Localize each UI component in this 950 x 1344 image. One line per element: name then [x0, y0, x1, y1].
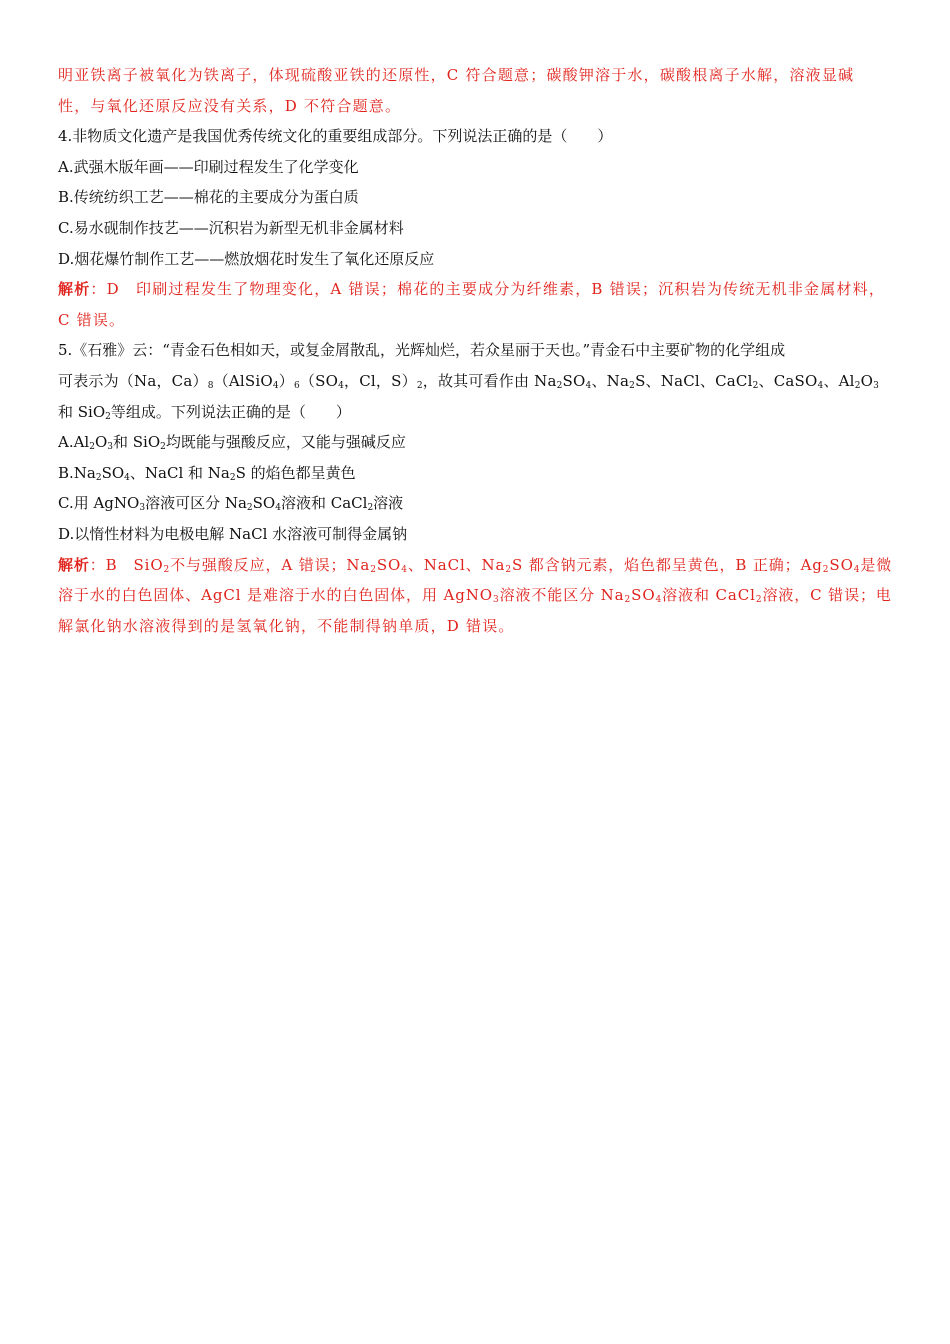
document-page — [58, 60, 892, 641]
q5-analysis-line-1: 解析：B SiO$_2$不与强酸反应，A 错误；$Na_2SO_4$、NaCl、$Na_2S$ 都含钠元素，焰色都呈黄色，B 正确；$Ag_2SO_4$是微 — [58, 555, 893, 575]
q5-stem-line-2: 可表示为（Na，$Ca)_8(AlSiO_4)_6(SO_4$，Cl，$S)_2$，故其可看作由 $Na_2SO_4$、$Na_2S$、NaCl、CaCl$_2$、CaSO$_4$、$Al_2O_3$ — [58, 371, 880, 391]
q5-analysis-line-2: 溶于水的白色固体、AgCl 是难溶于水的白色固体，用 AgNO$_3$溶液不能区分 $Na_2SO_4$溶液和 CaCl$_2$溶液，C 错误；电 — [58, 586, 892, 606]
q3-analysis-line-2: 性，与氧化还原反应没有关系，D 不符合题意。 — [58, 96, 402, 115]
q3-analysis-line-1: 明亚铁离子被氧化为铁离子，体现硫酸亚铁的还原性，C 符合题意；碳酸钾溶于水，碳酸根离子水解，溶液显碱 — [58, 66, 855, 84]
q4-option-b: B.传统纺织工艺——棉花的主要成分为蛋白质 — [58, 188, 359, 207]
q5-option-b: $B.Na_2SO_4$、NaCl 和 $Na_2S$ 的焰色都呈黄色 — [58, 463, 356, 483]
q5-stem-line-3: 和 SiO$_2$等组成。下列说法正确的是（ ） — [58, 402, 351, 422]
q4-option-a: A.武强木版年画——印刷过程发生了化学变化 — [58, 157, 359, 176]
q4-analysis-line-2: C 错误。 — [58, 310, 126, 329]
analysis-label: 解析 — [58, 555, 90, 574]
q5-stem-line-1: 5.《石雅》云：“青金石色相如天，或复金屑散乱，光辉灿烂，若众星丽于天也。”青金石中主要矿物的化学组成 — [58, 341, 786, 360]
q5-analysis-line-3: 解氯化钠水溶液得到的是氢氧化钠，不能制得钠单质，D 错误。 — [58, 616, 515, 635]
q5-option-d: D.以惰性材料为电极电解 NaCl 水溶液可制得金属钠 — [58, 524, 408, 543]
q5-option-c: C.用 AgNO$_3$溶液可区分 $Na_2SO_4$溶液和 CaCl$_2$溶液 — [58, 494, 404, 514]
q4-option-d: D.烟花爆竹制作工艺——燃放烟花时发生了氧化还原反应 — [58, 249, 435, 268]
q4-stem: 4.非物质文化遗产是我国优秀传统文化的重要组成部分。下列说法正确的是（ ） — [58, 127, 613, 146]
q5-option-a: $A.Al_2O_3$和 SiO$_2$均既能与强酸反应，又能与强碱反应 — [58, 433, 406, 453]
q4-option-c: C.易水砚制作技艺——沉积岩为新型无机非金属材料 — [58, 218, 404, 237]
analysis-label: 解析 — [58, 280, 91, 299]
q4-analysis-line-1: 解析：D 印刷过程发生了物理变化，A 错误；棉花的主要成分为纤维素，B 错误；沉积岩为传统无机非金属材料， — [58, 280, 886, 299]
